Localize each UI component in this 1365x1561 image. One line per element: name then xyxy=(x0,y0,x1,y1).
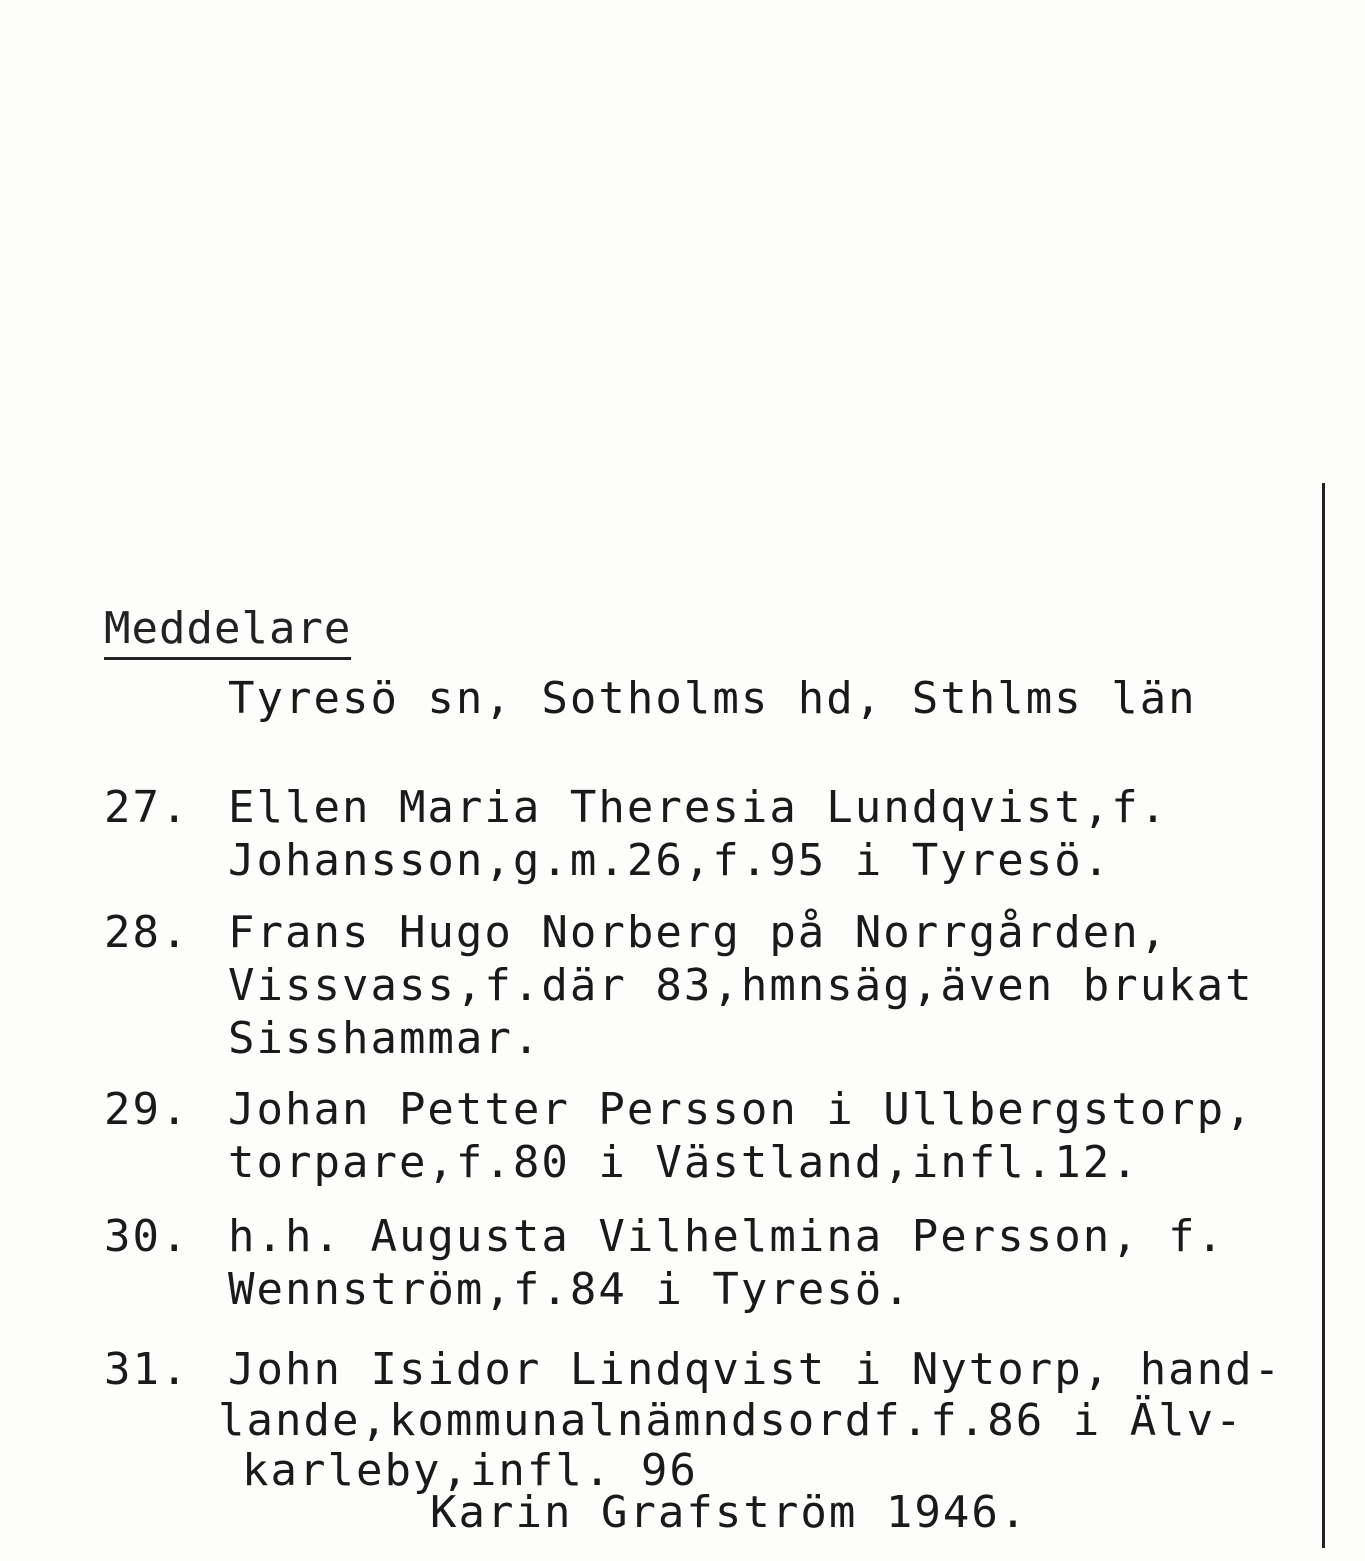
entry-number: 31. xyxy=(104,1344,190,1395)
entry-number: 28. xyxy=(104,907,190,958)
entry-text xyxy=(228,1083,1254,1189)
card-edge-line xyxy=(1322,483,1325,1548)
signature-line: Karin Grafström 1946. xyxy=(430,1487,1029,1538)
heading-meddelare: Meddelare xyxy=(104,603,351,660)
entry-line: torpare,f.80 i Västland,infl.12. xyxy=(228,1137,1140,1188)
place-line: Tyresö sn, Sotholms hd, Sthlms län xyxy=(228,673,1197,724)
entry-text xyxy=(218,1343,1283,1496)
entry-line: Sisshammar. xyxy=(228,1013,542,1064)
entry-text xyxy=(228,1210,1225,1316)
entry-text xyxy=(228,906,1254,1065)
entry-number: 27. xyxy=(104,782,190,833)
entry-line: Vissvass,f.där 83,hmnsäg,även brukat xyxy=(228,960,1254,1011)
entry-number: 29. xyxy=(104,1084,190,1135)
entry-line: Frans Hugo Norberg på Norrgården, xyxy=(228,907,1169,958)
entry-line: Johansson,g.m.26,f.95 i Tyresö. xyxy=(228,835,1112,886)
entry-line: h.h. Augusta Vilhelmina Persson, f. xyxy=(228,1211,1226,1262)
entry-line: lande,kommunalnämndsordf.f.86 i Älv- xyxy=(218,1395,1244,1446)
entry-line: Wennström,f.84 i Tyresö. xyxy=(228,1264,912,1315)
entry-line: Ellen Maria Theresia Lundqvist,f. xyxy=(228,782,1169,833)
entry-line: John Isidor Lindqvist i Nytorp, hand- xyxy=(228,1344,1283,1395)
entry-line: Johan Petter Persson i Ullbergstorp, xyxy=(228,1084,1254,1135)
entry-line: karleby,infl. 96 xyxy=(242,1445,698,1496)
entry-text xyxy=(228,781,1168,887)
entry-number: 30. xyxy=(104,1211,190,1262)
